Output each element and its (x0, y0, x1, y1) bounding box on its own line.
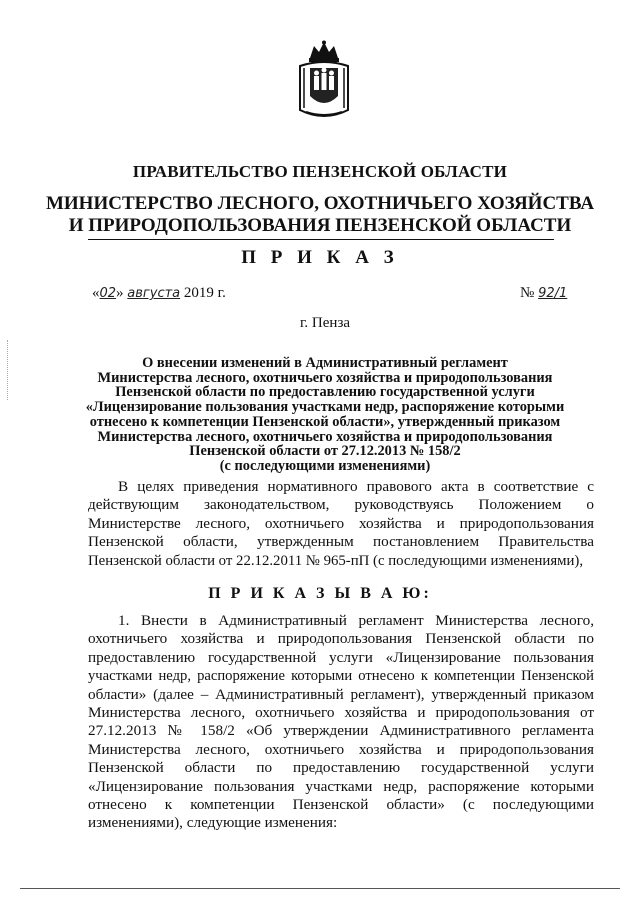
government-name: ПРАВИТЕЛЬСТВО ПЕНЗЕНСКОЙ ОБЛАСТИ (132, 162, 508, 181)
item-1-line: охотничьего хозяйства и природопользования Пензенской области по (88, 630, 594, 648)
title-line: Министерства лесного, охотничьего хозяйства и природопользования (97, 369, 553, 386)
date-open-quote: « (92, 285, 100, 301)
item-1-line: области» (далее – Административный регламент), утвержденный приказом (88, 685, 594, 703)
ministry-name-line-2: И ПРИРОДОПОЛЬЗОВАНИЯ ПЕНЗЕНСКОЙ ОБЛАСТИ (68, 215, 572, 236)
item-1-line: изменениями), следующие изменения: (88, 814, 338, 832)
preamble-line: Пензенской области, утвержденным постановлением Правительства (88, 533, 594, 551)
item-1-line: отнесено к компетенции Пензенской области» (с последующими (88, 796, 594, 814)
document-type: П Р И К А З (241, 247, 399, 268)
date-day: 02 (99, 286, 117, 301)
number-label: № (520, 285, 535, 301)
item-1-line: Министерства лесного, охотничьего хозяйства и природопользования от (88, 704, 594, 722)
preamble-line: В целях приведения нормативного правового акта в соответствие с (118, 478, 594, 495)
preamble-paragraph (88, 478, 594, 570)
item-1-line: Пензенской области по предоставлению государственной услуги (88, 759, 594, 777)
title-line: (с последующими изменениями) (219, 457, 431, 474)
item-1-line: «Лицензирование пользования участками недр, распоряжение которыми (88, 777, 594, 795)
item-1-line: 27.12.2013 № 158/2 «Об утверждении Административного регламента (88, 722, 594, 740)
title-line: Министерства лесного, охотничьего хозяйства и природопользования (97, 428, 553, 445)
date-close-quote: » (116, 285, 124, 301)
order-heading: П Р И К А З Ы В А Ю: (208, 585, 432, 602)
margin-mark (7, 340, 10, 400)
date-year: 2019 г. (183, 285, 226, 301)
preamble-line: Министерстве лесного, охотничьего хозяйства и природопользования (88, 514, 594, 532)
item-1-line: Министерства лесного, охотничьего хозяйства и природопользования (88, 740, 594, 758)
number-value: 92/1 (538, 286, 568, 301)
order-date (92, 285, 226, 302)
order-city: г. Пенза (299, 315, 351, 331)
item-1-line: 1. Внести в Административный регламент Министерства лесного, (118, 612, 594, 629)
date-month: августа (127, 286, 181, 301)
preamble-line: Пензенской области от 22.12.2011 № 965-пП (с последующими изменениями), (88, 552, 584, 569)
item-1-line: участками недр, распоряжение которыми отнесено к компетенции Пензенской (88, 668, 594, 685)
title-line: «Лицензирование пользования участками недр, распоряжение которыми (85, 399, 565, 416)
order-title (80, 356, 570, 474)
coat-of-arms-icon (296, 40, 352, 122)
title-line: Пензенской области по предоставлению государственной услуги (115, 384, 535, 401)
title-line: отнесено к компетенции Пензенской области», утвержденный приказом (89, 413, 561, 430)
item-1-paragraph (88, 612, 594, 833)
header-divider (88, 239, 554, 240)
item-1-line: предоставлению государственной услуги «Лицензирование пользования (88, 648, 594, 666)
footer-divider (20, 888, 620, 889)
ministry-name-line-1: МИНИСТЕРСТВО ЛЕСНОГО, ОХОТНИЧЬЕГО ХОЗЯЙСТВА (45, 193, 595, 214)
title-line: Пензенской области от 27.12.2013 № 158/2 (189, 443, 461, 460)
preamble-line: действующим законодательством, руководствуясь Положением о (88, 496, 594, 514)
order-number (520, 285, 567, 302)
title-line: О внесении изменений в Административный регламент (142, 355, 508, 371)
